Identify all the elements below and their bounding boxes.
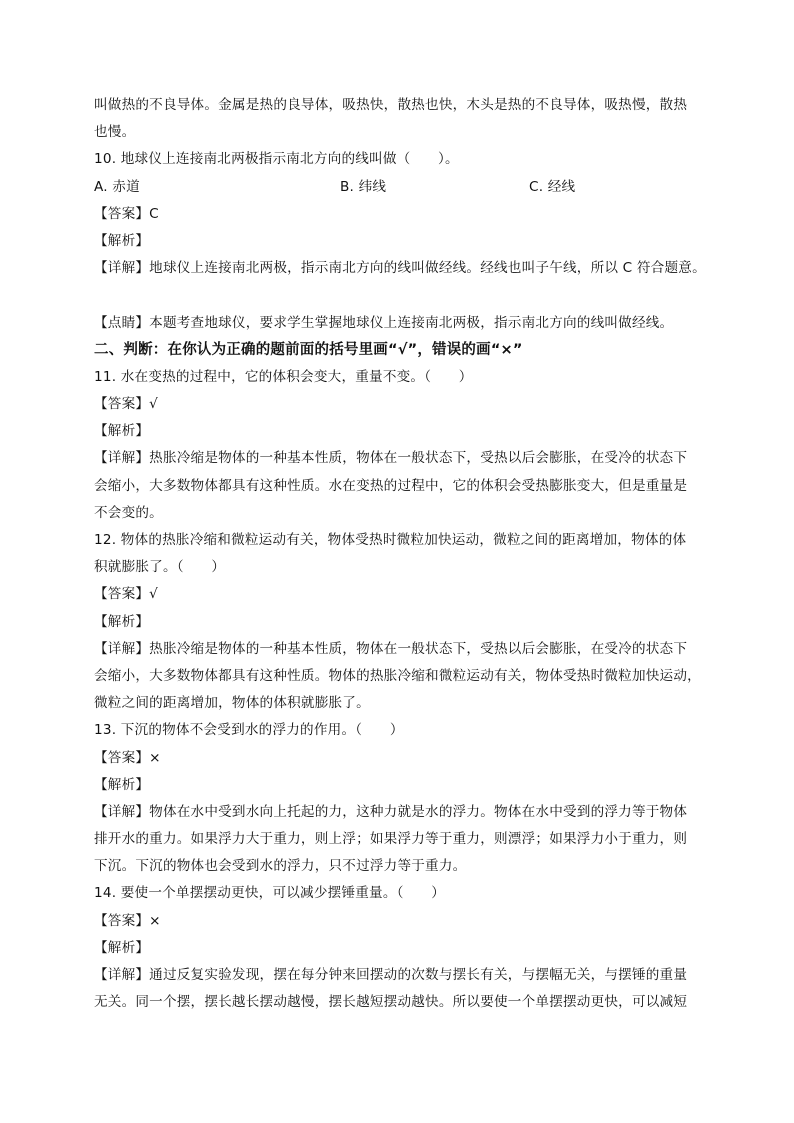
- question-10: 10. 地球仪上连接南北两极指示南北方向的线叫做（ ）。: [94, 151, 459, 168]
- analysis-12: 【解析】: [94, 613, 150, 630]
- answer-14: 【答案】×: [94, 912, 161, 929]
- blank-line: [94, 282, 702, 309]
- analysis-14: 【解析】: [94, 939, 150, 956]
- option-c: C. 经线: [529, 178, 576, 195]
- answer-10: 【答案】C: [94, 205, 159, 222]
- text-line: 也慢。: [94, 124, 136, 141]
- question-10-options: [94, 174, 702, 201]
- detail-11-line: 【详解】热胀冷缩是物体的一种基本性质，物体在一般状态下，受热以后会膨胀，在受冷的状态下: [94, 450, 688, 467]
- detail-14-line: 无关。同一个摆，摆长越长摆动越慢，摆长越短摆动越快。所以要使一个单摆摆动更快，可以减短: [94, 994, 688, 1011]
- detail-12-line: 【详解】热胀冷缩是物体的一种基本性质，物体在一般状态下，受热以后会膨胀，在受冷的状态下: [94, 640, 688, 657]
- detail-12-line: 会缩小，大多数物体都具有这种性质。物体的热胀冷缩和微粒运动有关，物体受热时微粒加快运动，: [94, 667, 701, 684]
- detail-11-line: 不会变的。: [94, 504, 163, 521]
- analysis-11: 【解析】: [94, 423, 150, 440]
- text-line: 叫做热的不良导体。金属是热的良导体，吸热快，散热也快，木头是热的不良导体，吸热慢，散热: [94, 97, 688, 113]
- question-11: 11. 水在变热的过程中，它的体积会变大，重量不变。（ ）: [94, 368, 473, 385]
- analysis-10: 【解析】: [94, 232, 150, 249]
- detail-12-line: 微粒之间的距离增加，物体的体积就膨胀了。: [94, 695, 370, 712]
- detail-13-line: 排开水的重力。如果浮力大于重力，则上浮；如果浮力等于重力，则漂浮；如果浮力小于重力，则: [94, 831, 688, 848]
- detail-14-line: 【详解】通过反复实验发现，摆在每分钟来回摆动的次数与摆长有关，与摆幅无关，与摆锤的重量: [94, 967, 688, 983]
- analysis-13: 【解析】: [94, 776, 150, 793]
- answer-12: 【答案】√: [94, 586, 159, 603]
- question-12-line: 积就膨胀了。（ ）: [94, 559, 226, 576]
- answer-13: 【答案】×: [94, 749, 161, 766]
- answer-11: 【答案】√: [94, 396, 159, 413]
- detail-13-line: 【详解】物体在水中受到水向上托起的力，这种力就是水的浮力。物体在水中受到的浮力等于物体: [94, 803, 688, 820]
- option-b: B. 纬线: [340, 178, 387, 195]
- detail-13-line: 下沉。下沉的物体也会受到水的浮力，只不过浮力等于重力。: [94, 858, 467, 875]
- document-content: [94, 92, 706, 1016]
- detail-10: 【详解】地球仪上连接南北两极，指示南北方向的线叫做经线。经线也叫子午线，所以 C 符合题意。: [94, 260, 706, 277]
- question-14: 14. 要使一个单摆摆动更快，可以减少摆锤重量。（ ）: [94, 885, 445, 902]
- section-title: 二、判断：在你认为正确的题前面的括号里画“√”，错误的画“×”: [94, 341, 523, 358]
- question-13: 13. 下沉的物体不会受到水的浮力的作用。（ ）: [94, 722, 404, 739]
- option-a: A. 赤道: [94, 178, 140, 195]
- detail-11-line: 会缩小，大多数物体都具有这种性质。水在变热的过程中，它的体积会受热膨胀变大，但是重量是: [94, 477, 688, 494]
- comment-10: 【点睛】本题考查地球仪，要求学生掌握地球仪上连接南北两极，指示南北方向的线叫做经线。: [94, 314, 674, 331]
- question-12-line: 12. 物体的热胀冷缩和微粒运动有关，物体受热时微粒加快运动，微粒之间的距离增加，物体的体: [94, 532, 687, 548]
